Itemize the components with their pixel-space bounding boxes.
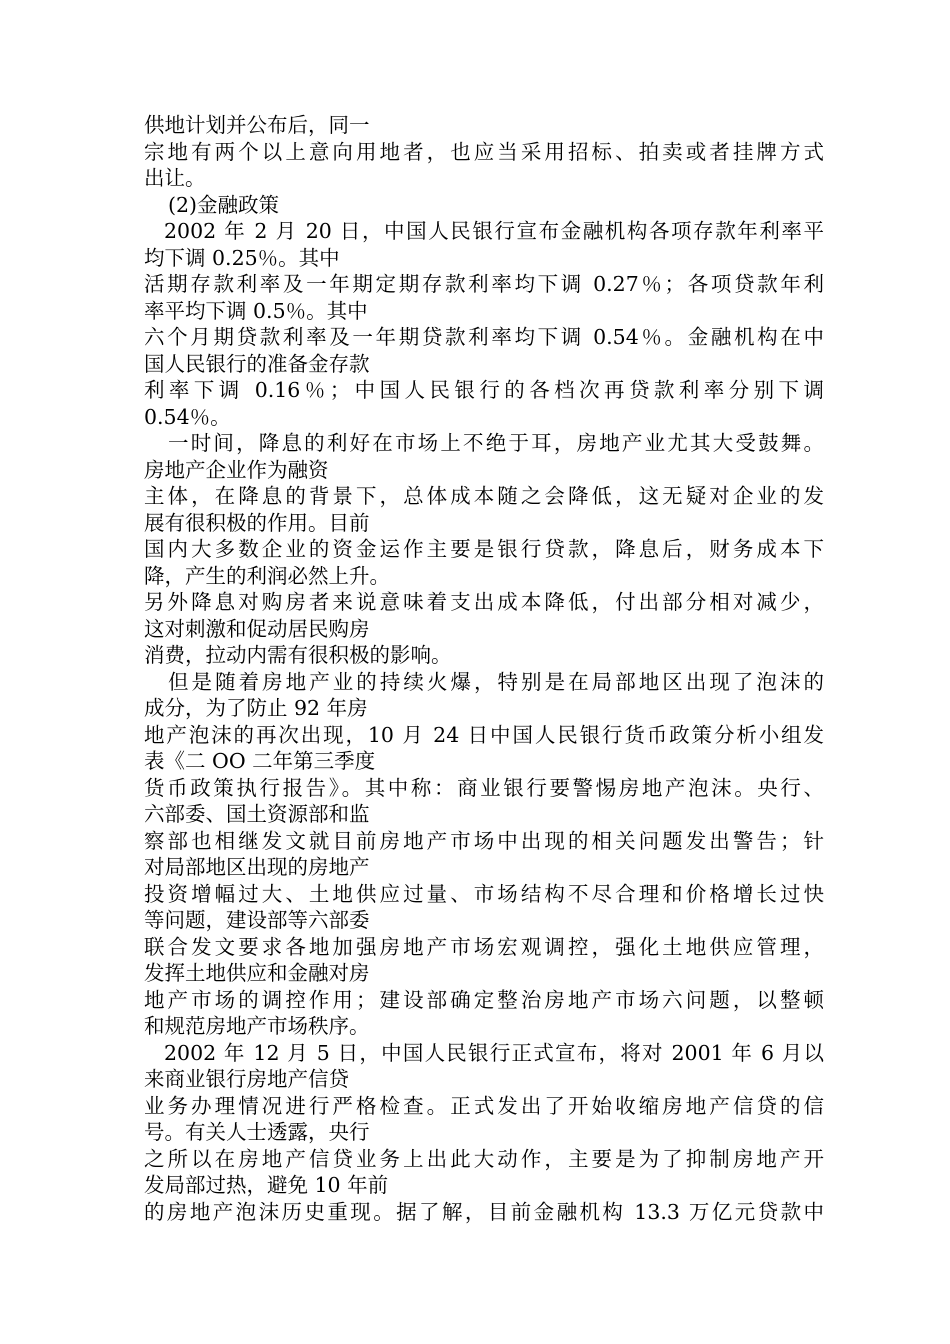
text-line: 对局部地区出现的房地产 [144, 855, 370, 879]
text-line: 联合发文要求各地加强房地产市场宏观调控，强化土地供应管理， [144, 934, 824, 959]
text-line: 成分，为了防止 92 年房 [144, 696, 368, 720]
text-line: 发局部过热，避免 10 年前 [144, 1173, 389, 1197]
text-line: 货币政策执行报告》。其中称：商业银行要警惕房地产泡沫。央行、 [144, 775, 824, 800]
text-line: 但是随着房地产业的持续火爆，特别是在局部地区出现了泡沫的 [168, 669, 824, 694]
text-line: 国内大多数企业的资金运作主要是银行贷款，降息后，财务成本下 [144, 537, 824, 561]
text-line: 六部委、国土资源部和监 [144, 802, 370, 826]
text-line: 宗地有两个以上意向用地者，也应当采用招标、拍卖或者挂牌方式 [144, 139, 824, 164]
text-line: 另外降息对购房者来说意味着支出成本降低，付出部分相对减少， [144, 590, 824, 614]
text-line: 之所以在房地产信贷业务上出此大动作，主要是为了抑制房地产开 [144, 1146, 824, 1171]
text-line: 地产市场的调控作用；建设部确定整治房地产市场六问题，以整顿 [144, 987, 824, 1012]
text-line: 率平均下调 0.5％。其中 [144, 298, 368, 323]
text-line: 地产泡沫的再次出现，10 月 24 日中国人民银行货币政策分析小组发 [144, 722, 824, 747]
text-line: 供地计划并公布后，同一 [144, 113, 370, 137]
text-line: 投资增幅过大、土地供应过量、市场结构不尽合理和价格增长过快 [144, 881, 824, 906]
text-line: 一时间，降息的利好在市场上不绝于耳，房地产业尤其大受鼓舞。 [168, 431, 824, 455]
text-line: 和规范房地产市场秩序。 [144, 1014, 370, 1038]
text-line: 业务办理情况进行严格检查。正式发出了开始收缩房地产信贷的信 [144, 1093, 824, 1118]
text-line: 表《二 OO 二年第三季度 [144, 749, 376, 773]
text-line: 活期存款利率及一年期定期存款利率均下调 0.27％；各项贷款年利 [144, 272, 824, 296]
text-line: 2002 年 2 月 20 日，中国人民银行宣布金融机构各项存款年利率平 [164, 219, 824, 243]
text-line: 这对刺激和促动居民购房 [144, 616, 370, 641]
text-line: 2002 年 12 月 5 日，中国人民银行正式宣布，将对 2001 年 6 月以 [164, 1040, 824, 1065]
text-line: 利率下调 0.16％；中国人民银行的各档次再贷款利率分别下调 [144, 378, 824, 402]
text-line: 均下调 0.25％。其中 [144, 245, 340, 270]
text-line: 出让。 [144, 166, 206, 190]
text-line: (2)金融政策 [168, 192, 280, 217]
text-line: 来商业银行房地产信贷 [144, 1067, 349, 1091]
text-line: 房地产企业作为融资 [144, 457, 329, 482]
text-line: 察部也相继发文就目前房地产市场中出现的相关问题发出警告；针 [144, 828, 824, 853]
text-line: 降，产生的利润必然上升。 [144, 563, 390, 588]
text-line: 发挥土地供应和金融对房 [144, 961, 370, 985]
text-line: 主体，在降息的背景下，总体成本随之会降低，这无疑对企业的发 [144, 484, 824, 508]
text-line: 展有很积极的作用。目前 [144, 510, 370, 535]
text-line: 等问题，建设部等六部委 [144, 908, 370, 932]
text-line: 0.54％。 [144, 404, 231, 429]
text-line: 六个月期贷款利率及一年期贷款利率均下调 0.54％。金融机构在中 [144, 325, 824, 349]
text-line: 号。有关人士透露，央行 [144, 1120, 370, 1144]
document-body [144, 112, 824, 1225]
text-line: 消费，拉动内需有很积极的影响。 [144, 643, 452, 667]
text-line: 国人民银行的准备金存款 [144, 351, 370, 376]
text-line: 的房地产泡沫历史重现。据了解，目前金融机构 13.3 万亿元贷款中 [144, 1199, 824, 1224]
